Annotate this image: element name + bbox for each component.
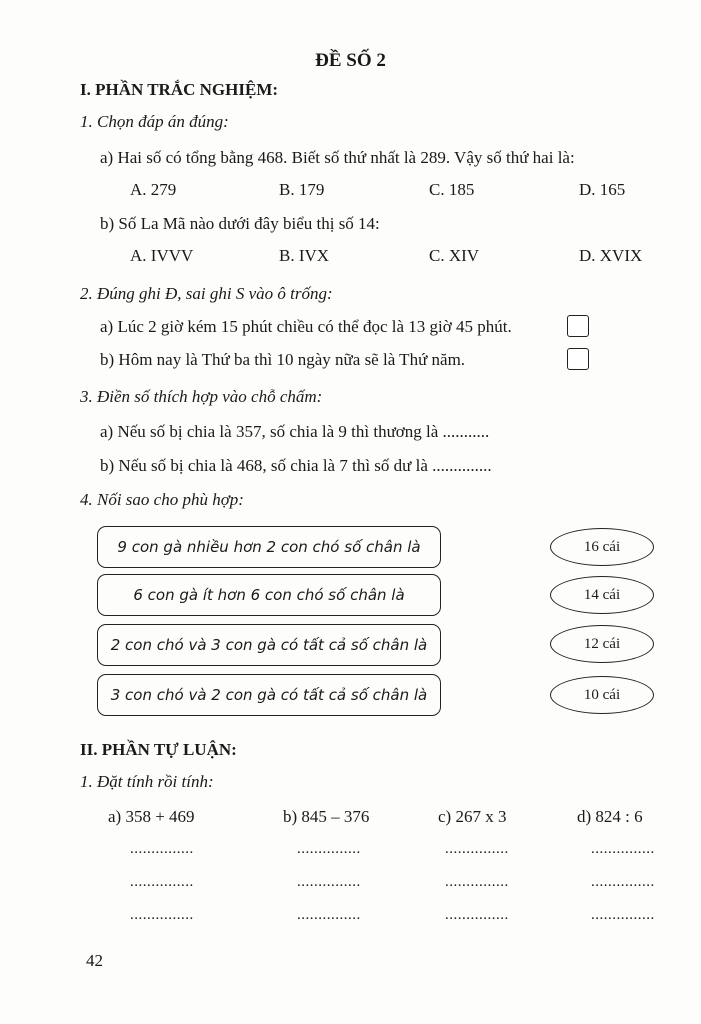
match-left-box-1[interactable] [97,526,441,568]
question-2b-text: b) Hôm nay là Thứ ba thì 10 ngày nữa sẽ là Thứ năm. [100,350,466,369]
match-right-oval-4[interactable] [550,676,654,714]
page-number: 42 [86,951,103,970]
section-heading-essay: II. PHẦN TỰ LUẬN: [80,740,237,759]
match-left-text-1: 9 con gà nhiều hơn 2 con chó số chân là [117,538,421,556]
answer-blank-c2[interactable]: ............... [445,874,509,890]
question-4-label: 4. Nối sao cho phù hợp: [80,490,244,509]
match-left-box-2[interactable] [97,574,441,616]
match-left-text-4: 3 con chó và 2 con gà có tất cả số chân là [110,686,428,704]
question-3a-text: a) Nếu số bị chia là 357, số chia là 9 thì thương là ........... [100,422,490,441]
match-left-box-4[interactable] [97,674,441,716]
section-heading-multiple-choice: I. PHẦN TRẮC NGHIỆM: [80,80,279,99]
answer-blank-a3[interactable]: ............... [130,907,194,923]
answer-blank-b1[interactable]: ............... [297,841,361,857]
question-1b-option-b: B. IVX [279,246,330,265]
question-2a-text: a) Lúc 2 giờ kém 15 phút chiều có thể đọc là 13 giờ 45 phút. [100,317,512,336]
question-1b-option-d: D. XVIX [579,246,643,265]
answer-blank-d3[interactable]: ............... [591,907,655,923]
question-3-label: 3. Điền số thích hợp vào chỗ chấm: [80,387,323,406]
answer-blank-d2[interactable]: ............... [591,874,655,890]
answer-blank-c3[interactable]: ............... [445,907,509,923]
question-1a-option-d: D. 165 [579,180,626,199]
question-1a-option-a: A. 279 [130,180,177,199]
answer-blank-b3[interactable]: ............... [297,907,361,923]
calc-item-b: b) 845 – 376 [283,807,370,826]
calc-item-d: d) 824 : 6 [577,807,643,826]
match-left-box-3[interactable] [97,624,441,666]
match-right-text-4: 10 cái [583,686,621,703]
match-right-text-2: 14 cái [583,586,621,603]
match-right-text-1: 16 cái [583,538,621,555]
question-1b-option-c: C. XIV [429,246,480,265]
answer-blank-d1[interactable]: ............... [591,841,655,857]
answer-blank-b2[interactable]: ............... [297,874,361,890]
question-1b-text: b) Số La Mã nào dưới đây biểu thị số 14: [100,214,380,233]
question-1b-option-a: A. IVVV [130,246,194,265]
calc-item-a: a) 358 + 469 [108,807,195,826]
match-left-text-3: 2 con chó và 3 con gà có tất cả số chân là [110,636,428,654]
question-3b-text: b) Nếu số bị chia là 468, số chia là 7 thì số dư là .............. [100,456,492,475]
answer-blank-a2[interactable]: ............... [130,874,194,890]
match-right-oval-1[interactable] [550,528,654,566]
answer-blank-a1[interactable]: ............... [130,841,194,857]
calc-item-c: c) 267 x 3 [438,807,507,826]
match-left-text-2: 6 con gà ít hơn 6 con chó số chân là [133,586,405,604]
question-1a-option-c: C. 185 [429,180,475,199]
answer-checkbox-2b[interactable] [567,348,589,370]
match-right-oval-3[interactable] [550,625,654,663]
essay-question-1-label: 1. Đặt tính rồi tính: [80,772,214,791]
question-1a-option-b: B. 179 [279,180,325,199]
match-right-text-3: 12 cái [583,635,621,652]
match-right-oval-2[interactable] [550,576,654,614]
answer-blank-c1[interactable]: ............... [445,841,509,857]
page-title: ĐỀ SỐ 2 [315,50,386,71]
question-1-label: 1. Chọn đáp án đúng: [80,112,229,131]
question-2-label: 2. Đúng ghi Đ, sai ghi S vào ô trống: [80,284,333,303]
question-1a-text: a) Hai số có tổng bằng 468. Biết số thứ nhất là 289. Vậy số thứ hai là: [100,148,575,167]
answer-checkbox-2a[interactable] [567,315,589,337]
